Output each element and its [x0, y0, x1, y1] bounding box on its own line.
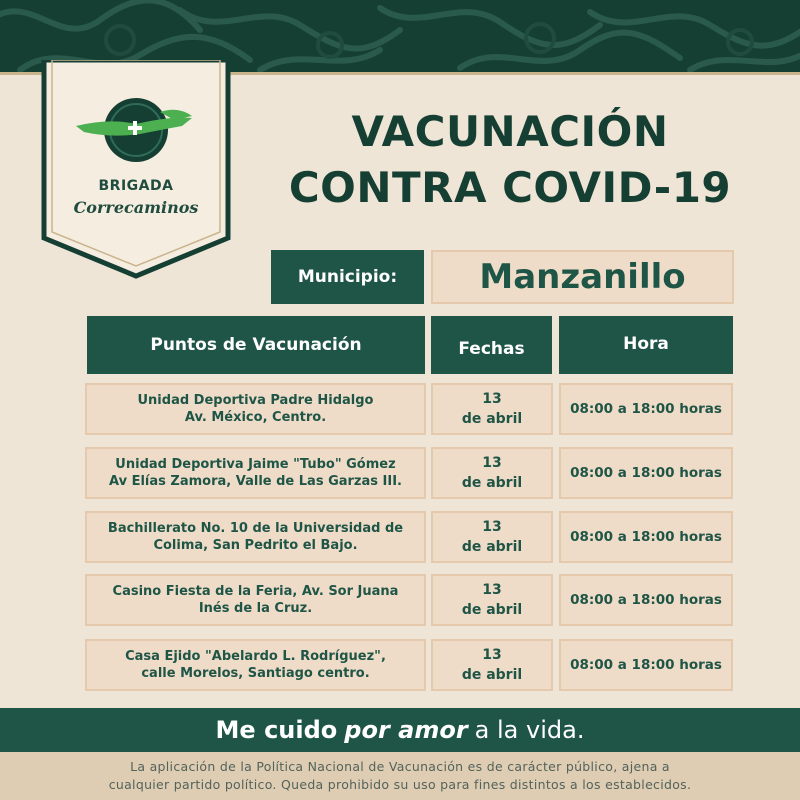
disclaimer-line-1: La aplicación de la Política Nacional de Vacunación es de carácter público, ajena a — [130, 759, 670, 774]
date-month: de abril — [461, 411, 523, 427]
disclaimer-line-2: cualquier partido político. Queda prohibido su uso para fines distintos a los establecidos. — [108, 777, 692, 792]
slogan-band — [0, 708, 800, 752]
table-row-date — [431, 511, 553, 563]
date-month: de abril — [461, 539, 523, 555]
legal-disclaimer — [0, 752, 800, 800]
header-puntos: Puntos de Vacunación — [87, 316, 425, 374]
date-month: de abril — [461, 667, 523, 683]
table-row-time: 08:00 a 18:00 horas — [559, 639, 733, 691]
date-day: 13 — [482, 519, 502, 535]
table-row-place: Unidad Deportiva Jaime "Tubo" Gómez Av Elías Zamora, Valle de Las Garzas III. — [85, 447, 426, 499]
table-row-time: 08:00 a 18:00 horas — [559, 511, 733, 563]
table-row-time: 08:00 a 18:00 horas — [559, 383, 733, 435]
logo-correcaminos-text: Correcaminos — [73, 198, 199, 217]
date-day: 13 — [482, 455, 502, 471]
table-row-time: 08:00 a 18:00 horas — [559, 574, 733, 626]
table-row-place: Bachillerato No. 10 de la Universidad de Colima, San Pedrito el Bajo. — [85, 511, 426, 563]
date-month: de abril — [461, 475, 523, 491]
table-row-date — [431, 447, 553, 499]
table-row-time: 08:00 a 18:00 horas — [559, 447, 733, 499]
municipio-value: Manzanillo — [431, 250, 734, 304]
header-fechas: Fechas — [431, 316, 552, 374]
table-row-place: Casino Fiesta de la Feria, Av. Sor Juana Inés de la Cruz. — [85, 574, 426, 626]
table-row-place: Casa Ejido "Abelardo L. Rodríguez", calle Morelos, Santiago centro. — [85, 639, 426, 691]
date-month: de abril — [461, 602, 523, 618]
page-title-line-2: CONTRA COVID-19 — [288, 163, 732, 212]
municipio-label: Municipio: — [271, 250, 424, 304]
slogan-part-1: Me cuido — [215, 716, 338, 744]
slogan-part-2: por amor — [344, 716, 468, 744]
logo-brigada-text: BRIGADA — [98, 178, 174, 194]
date-day: 13 — [482, 582, 502, 598]
header-hora: Hora — [559, 316, 733, 374]
table-row-date — [431, 574, 553, 626]
page-title-line-1: VACUNACIÓN — [351, 107, 669, 156]
slogan-part-3: a la vida. — [474, 716, 585, 744]
table-row-date — [431, 639, 553, 691]
table-row-date — [431, 383, 553, 435]
shield-icon — [40, 60, 232, 280]
table-row-place: Unidad Deportiva Padre Hidalgo Av. México, Centro. — [85, 383, 426, 435]
date-day: 13 — [482, 391, 502, 407]
brigada-logo — [40, 60, 232, 280]
date-day: 13 — [482, 647, 502, 663]
